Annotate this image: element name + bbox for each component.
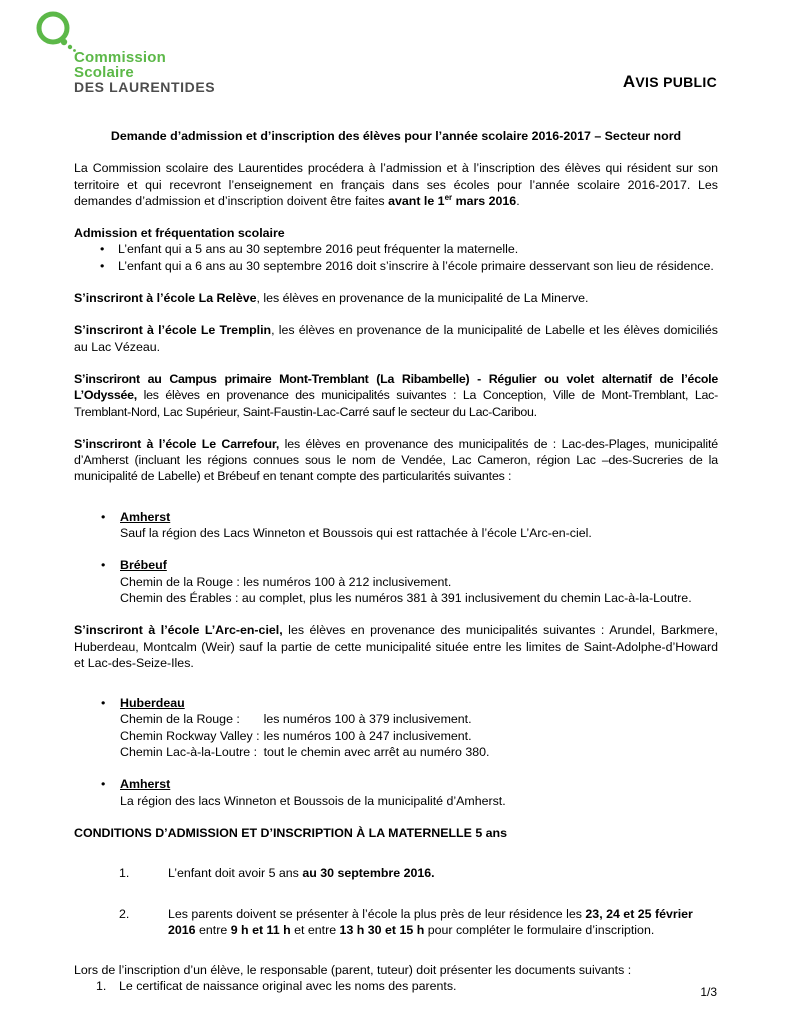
document-body <box>74 128 718 995</box>
page-number: 1/3 <box>700 985 717 999</box>
conditions-heading: CONDITIONS D’ADMISSION ET D’INSCRIPTION À LA MATERNELLE 5 ans <box>74 825 508 840</box>
carrefour-item-brebeuf: • Brébeuf Chemin de la Rouge : les numéros 100 à 212 inclusivement. Chemin des Érables : au complet, plus les numéros 381 à 391 inclusivement du chemin Lac-à-la-Loutre. <box>101 558 692 605</box>
releve-paragraph: S’inscriront à l’école La Relève, les élèves en provenance de la municipalité de La Minerve. <box>74 291 589 306</box>
list-item: • L’enfant qui a 5 ans au 30 septembre 2016 peut fréquenter la maternelle. <box>74 241 718 257</box>
condition-item-2: 2. Les parents doivent se présenter à l’école la plus près de leur résidence les 23, 24 et 25 février 2016 entre 9 h et 11 h et entre 13 h 30 et 15 h pour compléter le formulaire d’inscription. <box>119 906 693 937</box>
list-item: • L’enfant qui a 6 ans au 30 septembre 2016 doit s’inscrire à l’école primaire desservant son lieu de résidence. <box>74 258 718 274</box>
documents-item-1: 1. Le certificat de naissance original avec les noms des parents. <box>96 979 457 994</box>
admission-list <box>74 241 718 274</box>
logo-line-2: Scolaire <box>74 64 134 81</box>
logo-line-3: DES LAURENTIDES <box>74 79 216 95</box>
campus-paragraph: S’inscriront au Campus primaire Mont-Tremblant (La Ribambelle) - Régulier ou volet alternatif de l’école L’Odyssée, les élèves en provenance des municipalités suivantes : La Conception, Ville de Mont-Tremblant, Lac-Tremblant-Nord, Lac Supérieur, Saint-Faustin-Lac-Carré sauf le secteur du Lac-Caribou. <box>74 371 718 419</box>
arcenciel-item-huberdeau: • Huberdeau Chemin de la Rouge : les numéros 100 à 379 inclusivement. Chemin Rockway Valley : les numéros 100 à 247 inclusivement. Chemin Lac-à-la-Loutre : tout le chemin avec arrêt au numéro 380. <box>101 696 490 760</box>
document-title: Demande d’admission et d’inscription des élèves pour l’année scolaire 2016-2017 – Secteur nord <box>110 129 682 143</box>
intro-paragraph: La Commission scolaire des Laurentides procédera à l’admission et à l’inscription des élèves qui résident sur son territoire et qui recevront l’enseignement en français dans ses écoles pour l’année scolaire 2016-2017. Les demandes d’admission et d’inscription doivent être faites avant le 1er mars 2016. <box>74 161 718 208</box>
arcenciel-paragraph: S’inscriront à l’école L’Arc-en-ciel, les élèves en provenance des municipalités suivantes : Arundel, Barkmere, Huberdeau, Montcalm (Weir) sauf la partie de cette municipalité située entre les limites de Saint-Adolphe-d’Howard et Lac-des-Seize-Iles. <box>74 623 719 670</box>
documents-paragraph: Lors de l’inscription d’un élève, le responsable (parent, tuteur) doit présenter les documents suivants : <box>74 963 632 978</box>
carrefour-paragraph: S’inscriront à l’école Le Carrefour, les élèves en provenance des municipalités de : Lac-des-Plages, municipalité d’Amherst (incluant les régions connues sous le nom de Vendée, Lac Cameron, région Lac –des-Sucreries de la municipalité de Labelle) et Brébeuf en tenant compte des particularités suivantes : <box>74 436 718 484</box>
tremplin-paragraph: S’inscriront à l’école Le Tremplin, les élèves en provenance de la municipalité de Labelle et les élèves domiciliés au Lac Vézeau. <box>74 323 718 354</box>
admission-heading: Admission et fréquentation scolaire <box>74 226 285 241</box>
condition-item-1: 1. L’enfant doit avoir 5 ans au 30 septembre 2016. <box>119 866 435 881</box>
commission-logo <box>30 8 220 100</box>
avis-public-heading: AVIS PUBLIC <box>622 72 717 91</box>
logo-line-1: Commission <box>74 49 167 66</box>
arcenciel-item-amherst: • Amherst La région des lacs Winneton et Boussois de la municipalité d’Amherst. <box>101 777 506 808</box>
logo-wordmark <box>74 50 215 95</box>
carrefour-item-amherst: • Amherst Sauf la région des Lacs Winneton et Boussois qui est rattachée à l’école L’Arc-en-ciel. <box>101 509 592 541</box>
